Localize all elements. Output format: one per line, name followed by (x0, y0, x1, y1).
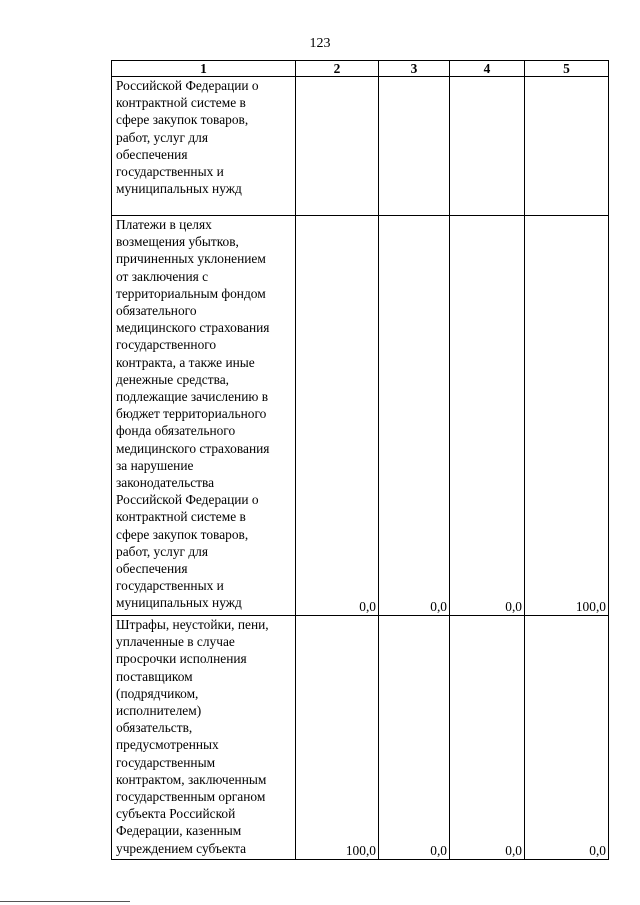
data-table (111, 60, 609, 860)
row-label-line: территориальным фондом (116, 285, 266, 301)
row-label-line: Штрафы, неустойки, пени, (116, 617, 269, 632)
row-label-line: уплаченные в случае (116, 634, 235, 650)
cell-value-col2: 0,0 (296, 216, 379, 616)
row-label-line: денежные средства, (116, 371, 230, 387)
row-label-line: муниципальных нужд (116, 595, 242, 611)
column-header-2: 2 (296, 61, 379, 77)
row-label (112, 216, 296, 616)
row-label-line: государственных и (116, 578, 224, 594)
row-label-line: субъекта Российской (116, 806, 236, 822)
cell-value-col3: 0,0 (379, 616, 450, 860)
cell-value-col2 (296, 77, 379, 216)
row-label-line: учреждением субъекта (116, 840, 247, 856)
table-row (112, 216, 609, 616)
row-label-line: исполнителем) (116, 703, 202, 719)
row-label-line: за нарушение (116, 457, 194, 473)
cell-value-col4: 0,0 (450, 216, 525, 616)
row-label-line: медицинского страхования (116, 320, 270, 336)
row-label-line: государственных и (116, 164, 224, 180)
cell-value-col2: 100,0 (296, 616, 379, 860)
row-label-line: работ, услуг для (116, 543, 209, 559)
row-label-line: обеспечения (116, 561, 188, 577)
row-label-line: обязательств, (116, 720, 193, 736)
row-label-line: контрактной системе в (116, 509, 246, 525)
row-label-line: Платежи в целях (116, 217, 212, 232)
row-label-line: причиненных уклонением (116, 251, 266, 267)
table-row (112, 77, 609, 216)
row-label-line: контракта, а также иные (116, 354, 255, 370)
row-label-line: государственного (116, 337, 217, 353)
row-label-line: Федерации, казенным (116, 823, 242, 839)
row-label-line: (подрядчиком, (116, 685, 199, 701)
cell-value-col4 (450, 77, 525, 216)
row-label-line: муниципальных нужд (116, 181, 242, 197)
column-header-3: 3 (379, 61, 450, 77)
row-label-line: обеспечения (116, 146, 188, 162)
row-label-line: фонда обязательного (116, 423, 236, 439)
table-row (112, 616, 609, 860)
row-label-line: сфере закупок товаров, (116, 526, 249, 542)
row-label-line: возмещения убытков, (116, 234, 239, 250)
row-label-line: контрактом, заключенным (116, 771, 267, 787)
column-header-1: 1 (112, 61, 296, 77)
row-label-line: подлежащие зачислению в (116, 389, 269, 405)
row-label-line: от заключения с (116, 268, 209, 284)
row-label (112, 77, 296, 216)
column-header-4: 4 (450, 61, 525, 77)
row-label-line: поставщиком (116, 668, 193, 684)
row-label (112, 616, 296, 860)
row-label-line: бюджет территориального (116, 406, 267, 422)
row-label-line: государственным органом (116, 789, 266, 805)
row-label-line: медицинского страхования (116, 440, 270, 456)
row-label-line: Российской Федерации о (116, 78, 259, 93)
row-label-line: обязательного (116, 303, 197, 319)
row-label-line: Российской Федерации о (116, 492, 259, 508)
cell-value-col5 (525, 77, 609, 216)
cell-value-col3: 0,0 (379, 216, 450, 616)
column-header-5: 5 (525, 61, 609, 77)
row-label-line: законодательства (116, 475, 215, 491)
page-number: 123 (309, 36, 331, 51)
cell-value-col4: 0,0 (450, 616, 525, 860)
cell-value-col5: 100,0 (525, 216, 609, 616)
row-label-line: контрактной системе в (116, 95, 246, 111)
row-label-line: предусмотренных (116, 737, 219, 753)
row-label-line: работ, услуг для (116, 129, 209, 145)
row-label-line: сфере закупок товаров, (116, 112, 249, 128)
row-label-line: просрочки исполнения (116, 651, 247, 667)
row-label-line: государственным (116, 754, 216, 770)
cell-value-col3 (379, 77, 450, 216)
cell-value-col5: 0,0 (525, 616, 609, 860)
footnote-divider (0, 901, 130, 902)
table-header-row (112, 61, 609, 77)
